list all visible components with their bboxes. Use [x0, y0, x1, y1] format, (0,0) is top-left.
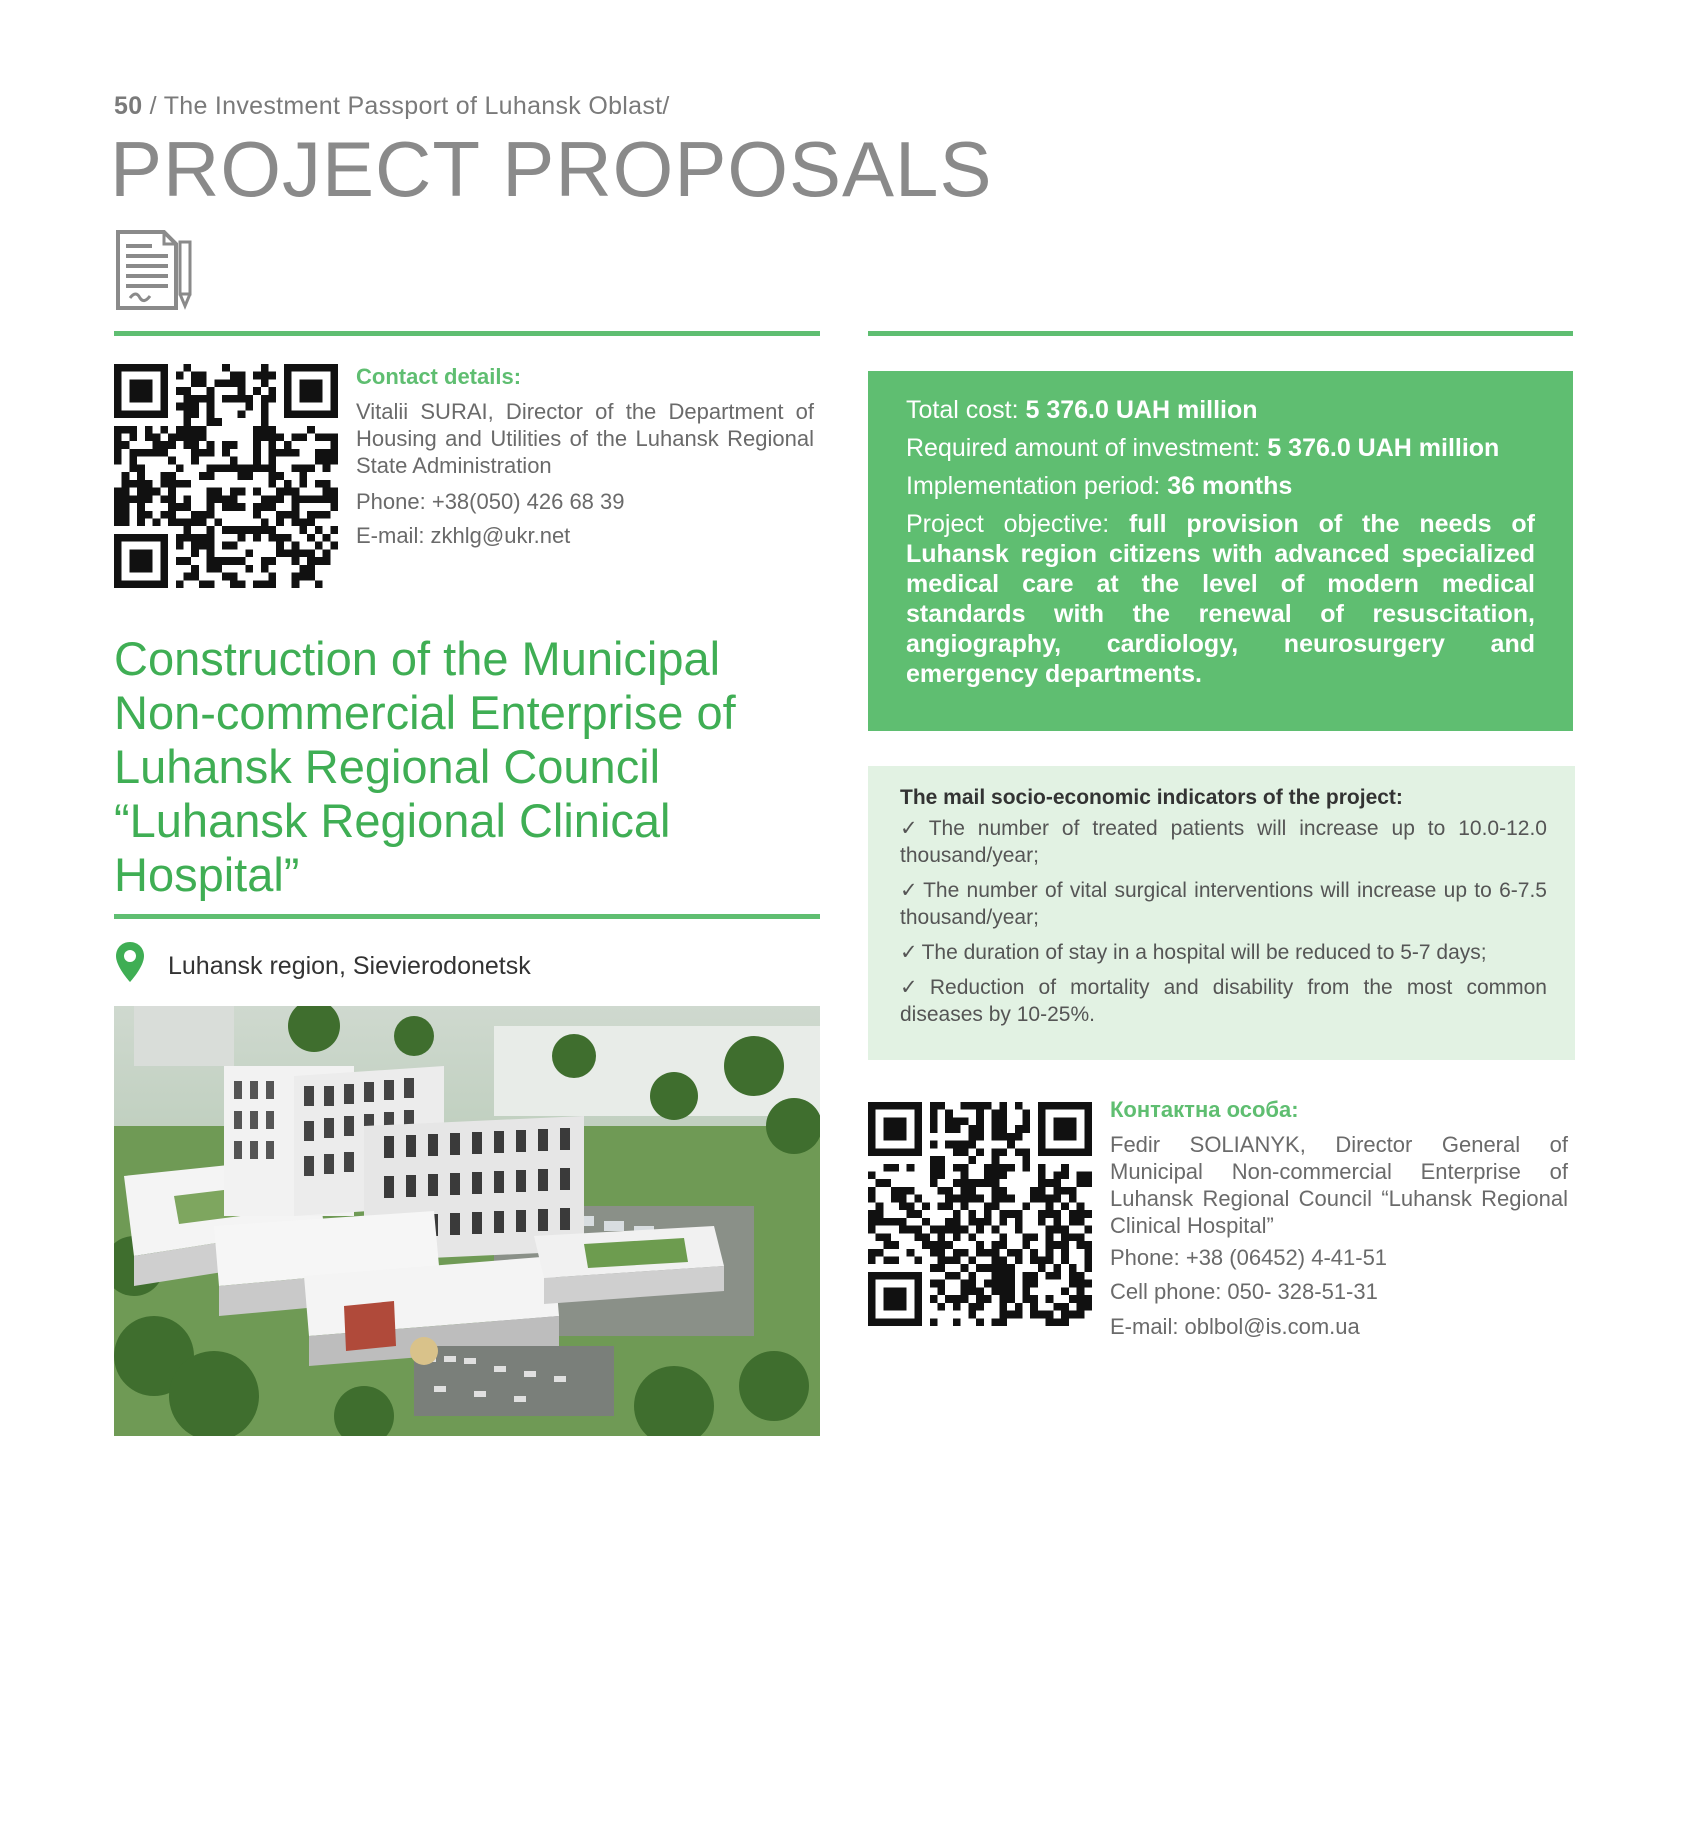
period-line — [906, 471, 1535, 501]
objective-line — [906, 509, 1535, 689]
divider-left-bottom — [114, 914, 820, 919]
objective-value: full provision of the needs of Luhansk region citizens with advanced specialized medical care at the level of modern medical standards with the renewal of resuscitation, angiography, cardiology, neurosurgery and emergency departments. — [906, 510, 1535, 688]
indicator-item: ✓ The number of treated patients will increase up to 10.0-12.0 thousand/year; — [900, 817, 1547, 867]
period-value: 36 months — [1167, 472, 1293, 500]
indicators-box — [868, 766, 1575, 1060]
contact-person-cell: Cell phone: 050- 328-51-31 — [1110, 1279, 1378, 1304]
document-pen-icon — [114, 228, 196, 312]
page-title: PROJECT PROPOSALS — [110, 125, 993, 213]
indicator-item: ✓ Reduction of mortality and disability from the most common diseases by 10-25%. — [900, 976, 1547, 1026]
contact-email: E-mail: zkhlg@ukr.net — [356, 523, 571, 548]
objective-label: Project objective: — [906, 510, 1130, 538]
indicators-heading: The mail socio-economic indicators of the project: — [900, 786, 1403, 809]
indicators-list — [900, 815, 1547, 1028]
contact-phone: Phone: +38(050) 426 68 39 — [356, 489, 625, 514]
contact-person-name: Fedir SOLIANYK, Director General of Municipal Non-commercial Enterprise of Luhansk Regional Council “Luhansk Regional Clinical Hospital” — [1110, 1132, 1568, 1238]
contact-person-phone: Phone: +38 (06452) 4-41-51 — [1110, 1245, 1388, 1270]
running-title: / The Investment Passport of Luhansk Oblast/ — [142, 92, 670, 120]
location-pin-icon — [114, 940, 146, 984]
project-title: Construction of the Municipal Non-commercial Enterprise of Luhansk Regional Council “Luhansk Regional Clinical Hospital” — [114, 632, 736, 901]
contact-person-heading: Контактна особа: — [1110, 1097, 1299, 1122]
checkmark-icon: ✓ — [900, 879, 920, 902]
running-header — [114, 92, 670, 121]
divider-right-top — [868, 331, 1573, 336]
qr-code-left — [114, 364, 338, 588]
total-cost-line — [906, 395, 1535, 425]
indicator-item: ✓ The duration of stay in a hospital will be reduced to 5-7 days; — [900, 941, 1487, 964]
checkmark-icon: ✓ — [900, 817, 925, 840]
total-cost-label: Total cost: — [906, 396, 1026, 424]
page-number: 50 — [114, 92, 143, 120]
project-location: Luhansk region, Sievierodonetsk — [168, 952, 531, 980]
contact-heading: Contact details: — [356, 364, 522, 389]
checkmark-icon: ✓ — [900, 941, 918, 964]
investment-line — [906, 433, 1535, 463]
contact-name: Vitalii SURAI, Director of the Department of Housing and Utilities of the Luhansk Regional State Administration — [356, 399, 814, 478]
checkmark-icon: ✓ — [900, 976, 926, 999]
investment-value: 5 376.0 UAH million — [1267, 434, 1500, 462]
period-label: Implementation period: — [906, 472, 1168, 500]
total-cost-value: 5 376.0 UAH million — [1025, 396, 1258, 424]
project-summary-box — [868, 371, 1573, 731]
hospital-rendering-image — [114, 1006, 820, 1436]
divider-left-top — [114, 331, 820, 336]
investment-label: Required amount of investment: — [906, 434, 1268, 462]
qr-code-right — [868, 1102, 1092, 1326]
indicator-item: ✓ The number of vital surgical interventions will increase up to 6-7.5 thousand/year; — [900, 879, 1547, 929]
contact-person-email: E-mail: oblbol@is.com.ua — [1110, 1314, 1360, 1339]
